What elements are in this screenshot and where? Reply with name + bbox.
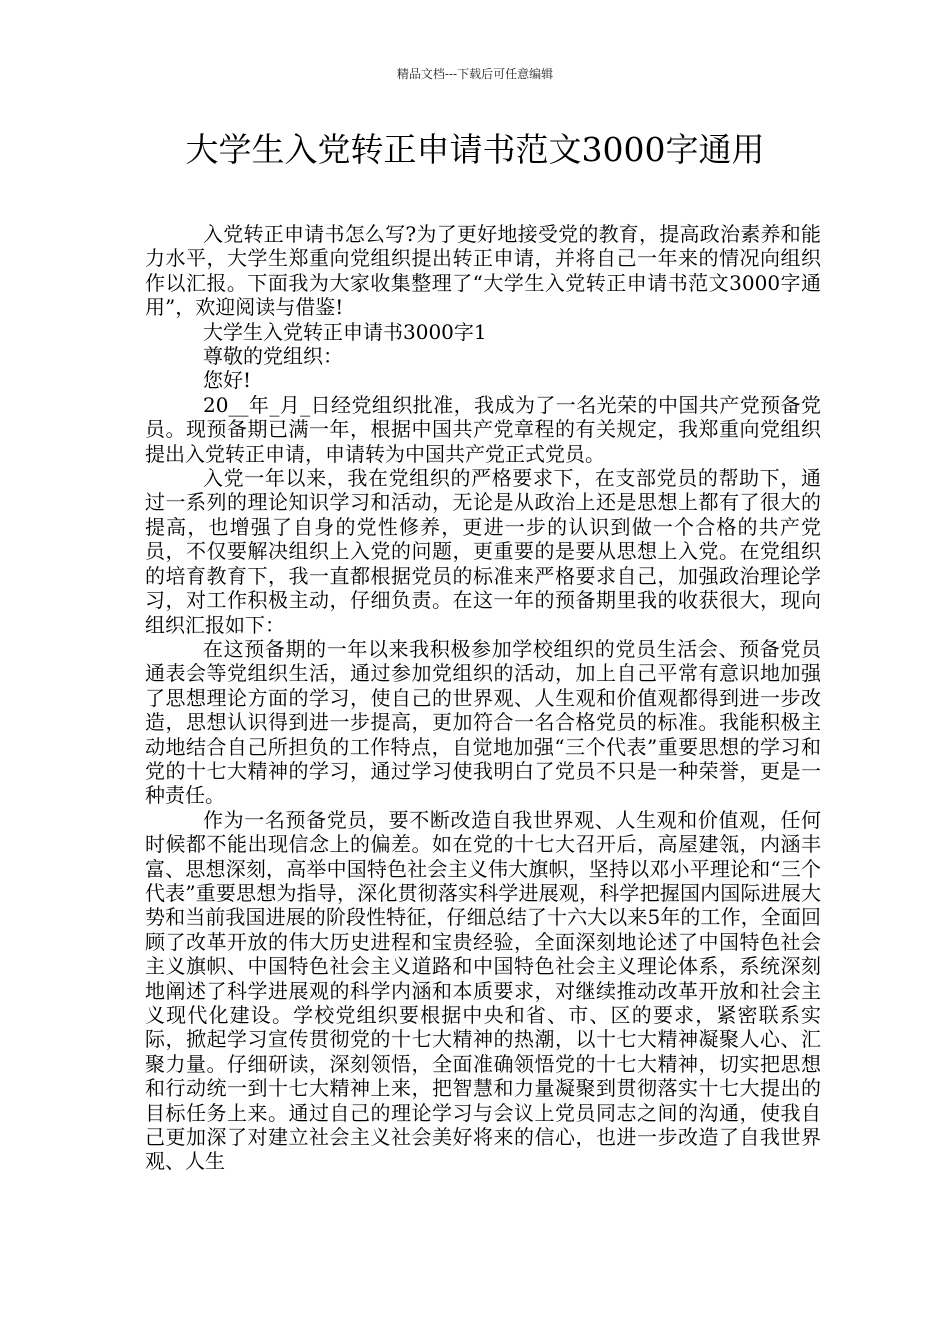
document-body: [145, 222, 821, 1174]
body-paragraph: 作为一名预备党员，要不断改造自我世界观、人生观和价值观，任何时候都不能出现信念上的偏差。如在党的十七大召开后，高屋建瓴，内涵丰富、思想深刻，高举中国特色社会主义伟大旗帜，坚持以邓小平理论和“三个代表”重要思想为指导，深化贯彻落实科学进展观，科学把握国内国际进展大势和当前我国进展的阶段性特征，仔细总结了十六大以来5年的工作，全面回顾了改革开放的伟大历史进程和宝贵经验，全面深刻地论述了中国特色社会主义旗帜、中国特色社会主义道路和中国特色社会主义理论体系，系统深刻地阐述了科学进展观的科学内涵和本质要求，对继续推动改革开放和社会主义现代化建设。学校党组织要根据中央和省、市、区的要求，紧密联系实际，掀起学习宣传贯彻党的十七大精神的热潮，以十七大精神凝聚人心、汇聚力量。仔细研读，深刻领悟，全面准确领悟党的十七大精神，切实把思想和行动统一到十七大精神上来，把智慧和力量凝聚到贯彻落实十七大提出的目标任务上来。通过自己的理论学习与会议上党员同志之间的沟通，使我自己更加深了对建立社会主义社会美好将来的信心，也进一步改造了自我世界观、人生: [145, 807, 821, 1174]
salutation: 尊敬的党组织：: [203, 344, 343, 369]
section-heading: 大学生入党转正申请书3000字1: [203, 319, 487, 344]
page-header-note: 精品文档---下载后可任意编辑: [396, 67, 554, 81]
intro-paragraph: 入党转正申请书怎么写?为了更好地接受党的教育，提高政治素养和能力水平，大学生郑重向党组织提出转正申请，并将自己一年来的情况向组织作以汇报。下面我为大家收集整理了“大学生入党转正申请书范文3000字通用”，欢迎阅读与借鉴!: [145, 222, 821, 320]
body-paragraph: 20__年_月_日经党组织批准，我成为了一名光荣的中国共产党预备党员。现预备期已满一年，根据中国共产党章程的有关规定，我郑重向党组织提出入党转正申请，申请转为中国共产党正式党员。: [145, 392, 821, 466]
body-paragraph: 入党一年以来，我在党组织的严格要求下，在支部党员的帮助下，通过一系列的理论知识学习和活动，无论是从政治上还是思想上都有了很大的提高，也增强了自身的党性修养，更进一步的认识到做一个合格的共产党员，不仅要解决组织上入党的问题，更重要的是要从思想上入党。在党组织的培育教育下，我一直都根据党员的标准来严格要求自己，加强政治理论学习，对工作积极主动，仔细负责。在这一年的预备期里我的收获很大，现向组织汇报如下：: [145, 466, 821, 637]
greeting: 您好!: [203, 368, 252, 393]
body-paragraph: 在这预备期的一年以来我积极参加学校组织的党员生活会、预备党员通表会等党组织生活，通过参加党组织的活动，加上自己平常有意识地加强了思想理论方面的学习，使自己的世界观、人生观和价值观都得到进一步改造，思想认识得到进一步提高，更加符合一名合格党员的标准。我能积极主动地结合自己所担负的工作特点，自觉地加强“三个代表”重要思想的学习和党的十七大精神的学习，通过学习使我明白了党员不只是一种荣誉，更是一种责任。: [145, 636, 821, 808]
document-title: 大学生入党转正申请书范文3000字通用: [185, 130, 765, 169]
